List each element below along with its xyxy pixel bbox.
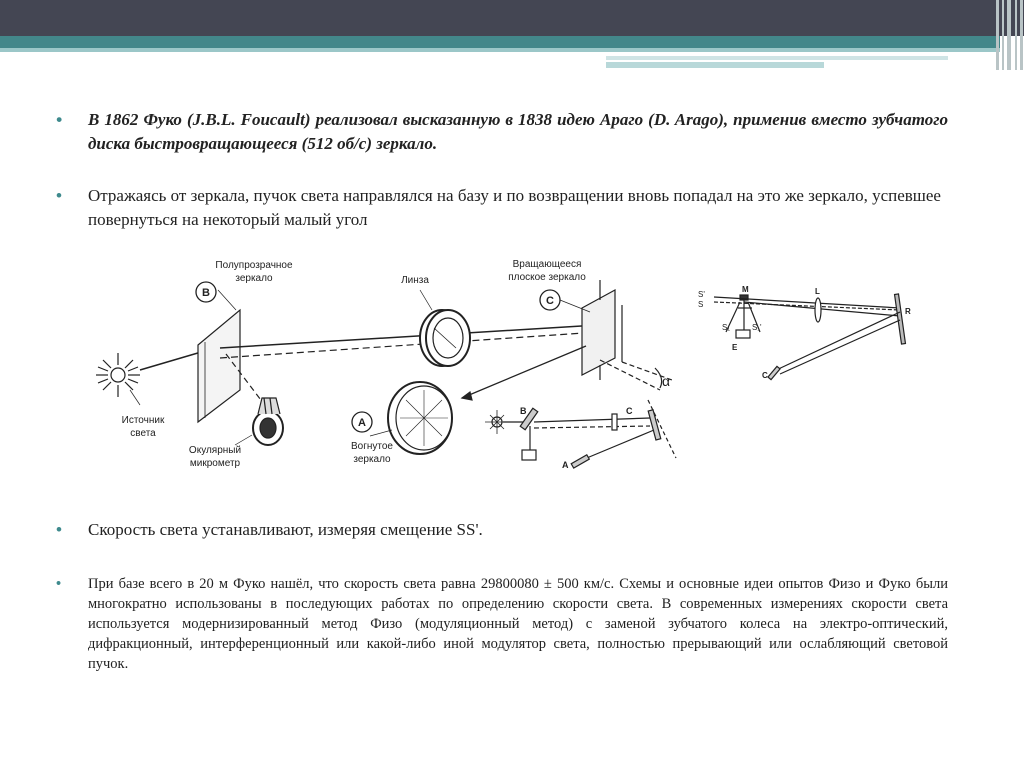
label-lens: Линза [401, 275, 429, 286]
label-eyepiece-2: микрометр [189, 458, 241, 469]
right-label-e: E [732, 343, 738, 352]
eyepiece-icon [253, 398, 283, 445]
bullet-text: При базе всего в 20 м Фуко нашёл, что скорость света равна 29800080 ± 500 км/с. Схемы и основные идеи опытов Физо и Фуко были многократно использованы в последующих работах по определению скорости света. В современных измерениях скорости света используется модернизированный метод Физо (модуляционный метод) с заменой зубчатого колеса на электро-оптический, дифракционный, интерференционный или какой-либо иной модулятор света, полностью прерывающий или ослабляющий световой пучок. [88, 576, 948, 672]
bullet-marker: • [56, 186, 62, 205]
foucault-diagram [0, 250, 1024, 490]
label-eyepiece-1: Окулярный [188, 445, 242, 456]
rotating-mirror-shape [582, 290, 615, 375]
label-rotating-mirror-2: плоское зеркало [508, 272, 586, 283]
label-b-letter: B [202, 287, 210, 299]
concave-mirror-icon [388, 382, 452, 454]
label-c-letter: C [546, 295, 554, 307]
bullet-marker: • [56, 110, 62, 129]
small-label-b: B [520, 406, 527, 416]
small-label-a: A [562, 460, 569, 470]
right-label-s1: S₁ [722, 323, 731, 332]
light-source-icon [96, 353, 140, 397]
bullet-marker: • [56, 576, 62, 592]
bullet-speed-result [56, 574, 948, 674]
decor-stripe [606, 56, 948, 60]
bullet-text: В 1862 Фуко (J.B.L. Foucault) реализовал высказанную в 1838 идею Араго (D. Arago), применив вместо зубчатого диска быстровращающееся (512 об/с) зеркало. [88, 110, 948, 153]
label-a-letter: A [358, 417, 366, 429]
bullet-text: Скорость света устанавливают, измеряя смещение SS'. [88, 520, 483, 539]
bullet-measure-shift [56, 518, 948, 542]
label-alpha: α [662, 373, 671, 389]
lens-icon [420, 310, 470, 366]
right-label-m: M [742, 285, 749, 294]
bullet-reflection [56, 184, 948, 232]
decor-stripe [606, 62, 824, 68]
small-schematic [485, 400, 676, 468]
label-rotating-mirror-1: Вращающееся [512, 259, 582, 270]
label-half-mirror-2: зеркало [235, 273, 273, 284]
header-stripe-light [0, 48, 1000, 52]
bullet-text: Отражаясь от зеркала, пучок света направлялся на базу и по возвращении вновь попадал на это же зеркало, успевшее повернуться на некоторый малый угол [88, 186, 941, 229]
half-mirror-shape [198, 310, 240, 422]
label-half-mirror-1: Полупрозрачное [215, 260, 293, 271]
decor-vertical-bars [996, 0, 1024, 70]
right-label-l: L [815, 287, 820, 296]
right-label-s-prime: S' [698, 290, 705, 299]
label-source-1: Источник [121, 415, 165, 426]
label-concave-mirror-1: Вогнутое [351, 441, 393, 452]
right-label-s: S [698, 300, 704, 309]
small-label-c: C [626, 406, 633, 416]
header-stripe [0, 36, 1000, 48]
right-schematic [714, 294, 905, 380]
right-label-r: R [905, 307, 911, 316]
right-label-c: C [762, 371, 768, 380]
right-label-s1-prime: S₁' [752, 323, 762, 332]
label-concave-mirror-2: зеркало [353, 454, 391, 465]
header-bar [0, 0, 1024, 36]
bullet-marker: • [56, 520, 62, 539]
label-source-2: света [130, 428, 156, 439]
bullet-foucault-intro [56, 108, 948, 156]
